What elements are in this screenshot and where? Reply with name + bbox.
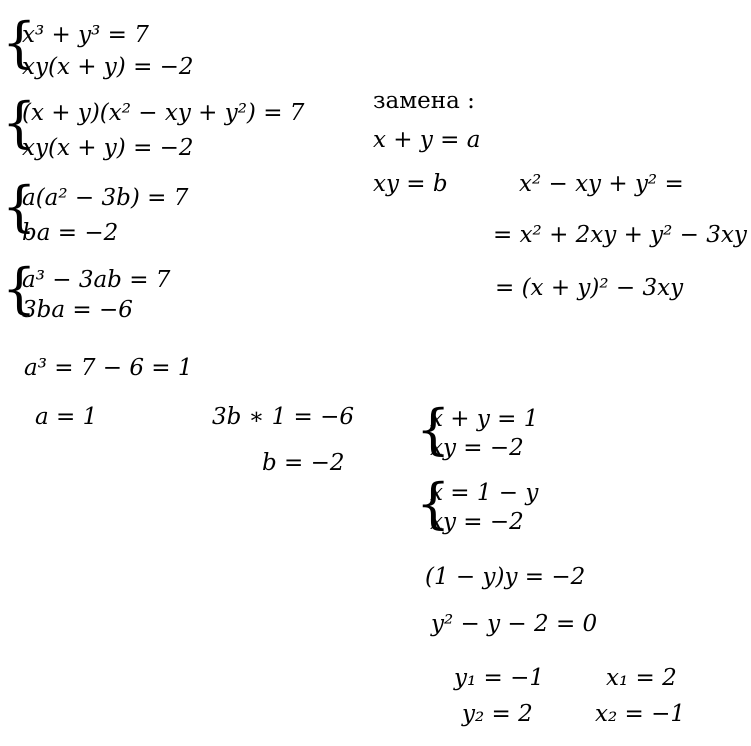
equation: xy(x + y) = −2 bbox=[22, 135, 194, 161]
equation: xy(x + y) = −2 bbox=[22, 54, 194, 80]
equation: a³ − 3ab = 7 bbox=[22, 267, 171, 293]
equation: (x + y)(x² − xy + y²) = 7 bbox=[22, 100, 305, 126]
equation: = (x + y)² − 3xy bbox=[495, 275, 684, 301]
brace: { bbox=[2, 175, 37, 238]
equation: ba = −2 bbox=[22, 220, 119, 246]
brace: { bbox=[2, 91, 37, 154]
equation: xy = b bbox=[373, 171, 448, 197]
equation: (1 − y)y = −2 bbox=[425, 564, 586, 590]
equation: 3ba = −6 bbox=[22, 297, 133, 323]
equation: x + y = 1 bbox=[430, 406, 539, 432]
equation: x³ + y³ = 7 bbox=[22, 22, 149, 48]
equation: y₂ = 2 bbox=[462, 701, 533, 727]
equation: x₁ = 2 bbox=[606, 665, 677, 691]
brace: { bbox=[2, 257, 37, 320]
equation: xy = −2 bbox=[430, 509, 524, 535]
equation: x + y = a bbox=[373, 127, 481, 153]
equation: 3b ∗ 1 = −6 bbox=[212, 404, 355, 430]
equation: y² − y − 2 = 0 bbox=[431, 611, 598, 637]
equation: a³ = 7 − 6 = 1 bbox=[24, 355, 193, 381]
equation: y₁ = −1 bbox=[454, 665, 545, 691]
substitution-heading: замена : bbox=[373, 88, 475, 114]
brace: { bbox=[416, 472, 451, 535]
equation: a(a² − 3b) = 7 bbox=[22, 185, 189, 211]
equation: x₂ = −1 bbox=[595, 701, 685, 727]
equation: b = −2 bbox=[262, 450, 345, 476]
brace: { bbox=[2, 11, 37, 74]
equation: xy = −2 bbox=[430, 435, 524, 461]
equation: = x² + 2xy + y² − 3xy bbox=[493, 222, 747, 248]
brace: { bbox=[416, 398, 451, 461]
equation: a = 1 bbox=[35, 404, 98, 430]
equation: x² − xy + y² = bbox=[519, 171, 684, 197]
equation: x = 1 − y bbox=[430, 480, 539, 506]
